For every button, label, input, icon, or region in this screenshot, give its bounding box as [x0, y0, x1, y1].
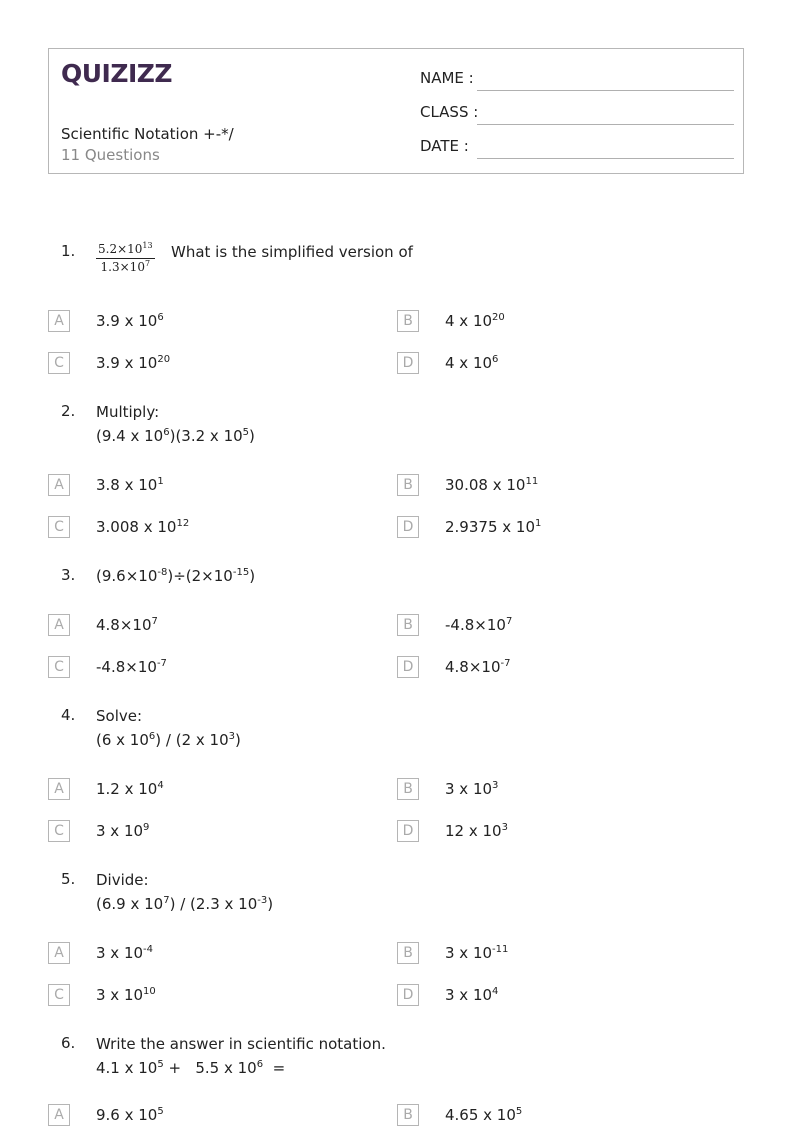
option-b-box[interactable]: B [397, 474, 419, 496]
question-number: 4. [61, 706, 76, 724]
option-b-text[interactable]: 30.08 x $10^{11}$ [445, 476, 539, 494]
option-d-text[interactable]: $4.8\times 10^{-7}$ [445, 658, 511, 676]
question-prompt: Divide: [96, 871, 149, 889]
option-a-box[interactable]: A [48, 310, 70, 332]
name-field[interactable] [420, 69, 734, 89]
option-c-text[interactable]: 3.008 x $10^{12}$ [96, 518, 190, 536]
option-b-text[interactable]: 4.65 x $10^5$ [445, 1106, 523, 1124]
option-a-box[interactable]: A [48, 942, 70, 964]
option-d-box[interactable]: D [397, 656, 419, 678]
worksheet-header [48, 48, 744, 174]
option-c-box[interactable]: C [48, 820, 70, 842]
option-c-text[interactable]: $-4.8\times 10^{-7}$ [96, 658, 167, 676]
worksheet-title: Scientific Notation +-*/ [61, 125, 234, 143]
option-c-box[interactable]: C [48, 984, 70, 1006]
option-a-text[interactable]: 3.8 x $10^1$ [96, 476, 164, 494]
option-a-box[interactable]: A [48, 1104, 70, 1126]
question-expression: $(9.6\times 10^{-8})\div(2\times 10^{-15})$ [96, 567, 256, 585]
option-d-text[interactable]: 4 x $10^6$ [445, 354, 499, 372]
question-expression: 4.1 x $10^5 + 5.5$ x $10^6$ = [96, 1059, 286, 1077]
option-b-box[interactable]: B [397, 310, 419, 332]
option-b-box[interactable]: B [397, 614, 419, 636]
option-b-box[interactable]: B [397, 942, 419, 964]
date-label: DATE : [420, 137, 469, 155]
option-c-box[interactable]: C [48, 516, 70, 538]
option-d-box[interactable]: D [397, 352, 419, 374]
question-expression: (6 x $10^6) / (2$ x $10^3$) [96, 731, 241, 749]
option-b-text[interactable]: $-4.8\times 10^7$ [445, 616, 513, 634]
option-c-text[interactable]: 3 x $10^9$ [96, 822, 150, 840]
date-field[interactable] [420, 137, 734, 157]
option-d-box[interactable]: D [397, 820, 419, 842]
option-d-text[interactable]: 3 x $10^4$ [445, 986, 499, 1004]
option-c-box[interactable]: C [48, 656, 70, 678]
question-expression: (9.4 x $10^6)(3.2$ x $10^5$) [96, 427, 255, 445]
option-c-text[interactable]: 3 x $10^{10}$ [96, 986, 156, 1004]
fraction-denominator: $1.3\times 10^7$ [100, 259, 151, 274]
option-a-text[interactable]: 3 x $10^{-4}$ [96, 944, 154, 962]
name-label: NAME : [420, 69, 474, 87]
option-b-box[interactable]: B [397, 778, 419, 800]
question-prompt: Multiply: [96, 403, 160, 421]
option-b-text[interactable]: 3 x $10^{-11}$ [445, 944, 509, 962]
option-a-box[interactable]: A [48, 614, 70, 636]
option-a-box[interactable]: A [48, 778, 70, 800]
class-field[interactable] [420, 103, 734, 123]
option-d-text[interactable]: 2.9375 x $10^1$ [445, 518, 542, 536]
question-prompt: Write the answer in scientific notation. [96, 1035, 386, 1053]
option-a-text[interactable]: 3.9 x $10^6$ [96, 312, 164, 330]
option-b-text[interactable]: 3 x $10^3$ [445, 780, 499, 798]
question-count: 11 Questions [61, 146, 160, 164]
question-expression: (6.9 x $10^7) / (2.3$ x $10^{-3}$) [96, 895, 274, 913]
name-line [477, 90, 734, 91]
option-c-text[interactable]: 3.9 x $10^{20}$ [96, 354, 171, 372]
class-label: CLASS : [420, 103, 479, 121]
question-number: 1. [61, 242, 76, 260]
option-a-text[interactable]: 1.2 x $10^4$ [96, 780, 164, 798]
option-b-text[interactable]: 4 x $10^{20}$ [445, 312, 505, 330]
question-number: 3. [61, 566, 76, 584]
class-line [477, 124, 734, 125]
fraction-expression [96, 242, 155, 274]
option-a-box[interactable]: A [48, 474, 70, 496]
option-d-box[interactable]: D [397, 984, 419, 1006]
date-line [477, 158, 734, 159]
option-a-text[interactable]: 9.6 x $10^5$ [96, 1106, 164, 1124]
option-d-box[interactable]: D [397, 516, 419, 538]
quizizz-logo: QUIZIZZ [61, 59, 173, 88]
question-number: 6. [61, 1034, 76, 1052]
option-d-text[interactable]: 12 x $10^3$ [445, 822, 508, 840]
option-b-box[interactable]: B [397, 1104, 419, 1126]
question-prompt: What is the simplified version of [171, 243, 413, 261]
question-number: 5. [61, 870, 76, 888]
fraction-numerator: $5.2\times 10^{13}$ [96, 242, 155, 259]
question-number: 2. [61, 402, 76, 420]
question-prompt: Solve: [96, 707, 143, 725]
option-a-text[interactable]: $4.8\times 10^7$ [96, 616, 158, 634]
option-c-box[interactable]: C [48, 352, 70, 374]
